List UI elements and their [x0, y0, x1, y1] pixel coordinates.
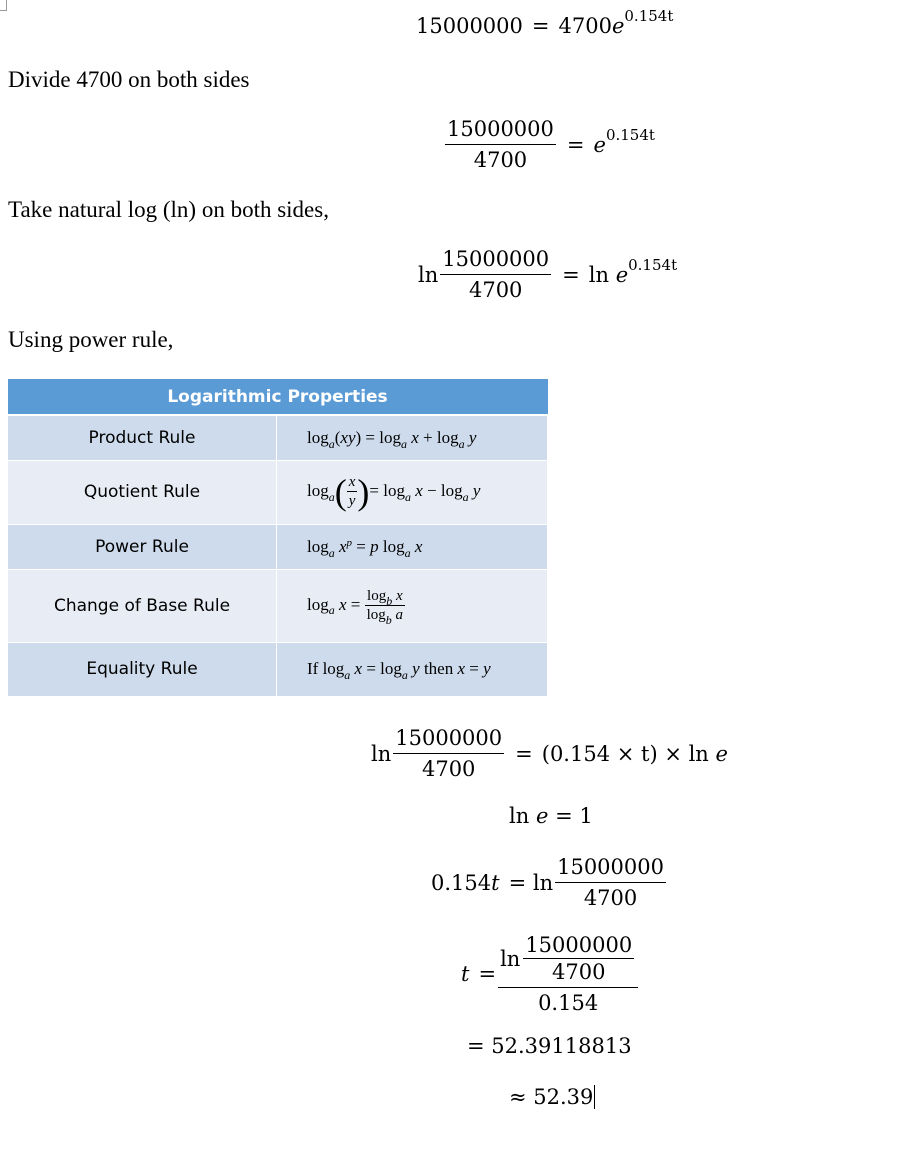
table-row-quotient [8, 460, 548, 524]
rule-name-product: Product Rule [8, 415, 277, 460]
equation-step-2 [443, 117, 655, 172]
equation-step-1 [416, 7, 674, 38]
table-row-product [8, 415, 548, 460]
eq1-coefficient: 4700 [558, 14, 612, 38]
eq4-equals: = [515, 741, 533, 766]
equation-step-8 [467, 1034, 632, 1058]
formula-equality: If $\log_a x = \log_a y$ then x = y [277, 642, 548, 696]
eq7-divisor: 0.154 [538, 991, 599, 1016]
eq6-fraction [555, 855, 666, 910]
equation-step-7 [461, 933, 640, 1015]
eq4-e: e [715, 741, 728, 766]
eq3-numerator: 15000000 [440, 247, 551, 275]
eq8-result: = 52.39118813 [467, 1034, 632, 1058]
table-row-power [8, 524, 548, 569]
eq3-fraction [440, 247, 551, 302]
eq6-coefficient: 0.154 [431, 870, 492, 895]
instruction-natural-log: Take natural log (ln) on both sides, [8, 197, 329, 222]
eq5-e: e [535, 804, 549, 828]
rule-name-power: Power Rule [8, 524, 277, 569]
eq2-denominator: 4700 [473, 148, 528, 173]
eq7-equals: = [478, 962, 497, 987]
eq5-rhs: = 1 [555, 804, 593, 828]
eq7-inner-numerator: 15000000 [523, 933, 634, 959]
eq4-rhs: (0.154 × t) × ln [541, 741, 709, 766]
eq6-denominator: 4700 [583, 886, 638, 911]
eq1-lhs: 15000000 [416, 14, 523, 38]
table-row-equality [8, 642, 548, 696]
page-corner-mark [0, 0, 7, 11]
eq7-inner-fraction [523, 933, 634, 984]
eq2-exponent: 0.154t [605, 125, 655, 144]
eq7-numerator [498, 933, 638, 988]
eq4-ln: ln [371, 741, 392, 766]
eq3-ln: ln [418, 262, 439, 287]
eq2-numerator: 15000000 [445, 117, 556, 145]
log-properties-table [7, 379, 548, 697]
eq7-outer-fraction [498, 933, 638, 1015]
eq1-equals: = [531, 14, 550, 38]
eq7-inner-denominator: 4700 [552, 960, 606, 985]
formula-product: $\log_a(xy) = \log_a x + \log_a y$ [277, 415, 548, 460]
formula-quotient: $\log_a$( $\frac{x}{y}$ )= $\log_a x - \log_a y$ [277, 460, 548, 524]
table-header: Logarithmic Properties [8, 379, 548, 415]
equation-step-6 [431, 855, 668, 910]
eq3-base-e: e [615, 262, 629, 287]
equation-step-9 [509, 1085, 595, 1109]
eq2-fraction [445, 117, 556, 172]
eq5-ln: ln [509, 804, 530, 828]
eq1-exponent: 0.154t [624, 7, 674, 25]
table-row-change-of-base [8, 569, 548, 642]
eq6-t: t [491, 870, 500, 895]
eq6-numerator: 15000000 [555, 855, 666, 883]
eq3-exponent: 0.154t [628, 255, 678, 274]
eq4-numerator: 15000000 [393, 726, 504, 754]
text-cursor [594, 1085, 595, 1109]
eq4-denominator: 4700 [421, 757, 476, 782]
eq1-base-e: e [611, 14, 625, 38]
rule-name-quotient: Quotient Rule [8, 460, 277, 524]
eq2-base-e: e [593, 132, 606, 157]
eq7-ln: ln [500, 946, 521, 971]
rule-name-change-of-base: Change of Base Rule [8, 569, 277, 642]
eq3-equals: = [562, 262, 580, 287]
rule-name-equality: Equality Rule [8, 642, 277, 696]
eq2-equals: = [566, 132, 585, 157]
equation-step-4 [371, 726, 728, 781]
eq9-approx: ≈ 52.39 [509, 1085, 594, 1109]
formula-power: $\log_a x^p = p$ $\log_a x$ [277, 524, 548, 569]
eq3-rhs-ln: ln [588, 262, 609, 287]
eq6-equals-ln: = ln [508, 870, 554, 895]
instruction-power-rule: Using power rule, [8, 327, 174, 352]
eq4-fraction [393, 726, 504, 781]
equation-step-5 [509, 804, 593, 828]
formula-change-of-base: $\log_a x$ = $\frac{\log_b x}{\log_b a}$ [277, 569, 548, 642]
eq7-t: t [461, 962, 470, 987]
eq3-denominator: 4700 [468, 278, 523, 303]
equation-step-3 [418, 247, 677, 302]
instruction-divide: Divide 4700 on both sides [8, 67, 250, 92]
